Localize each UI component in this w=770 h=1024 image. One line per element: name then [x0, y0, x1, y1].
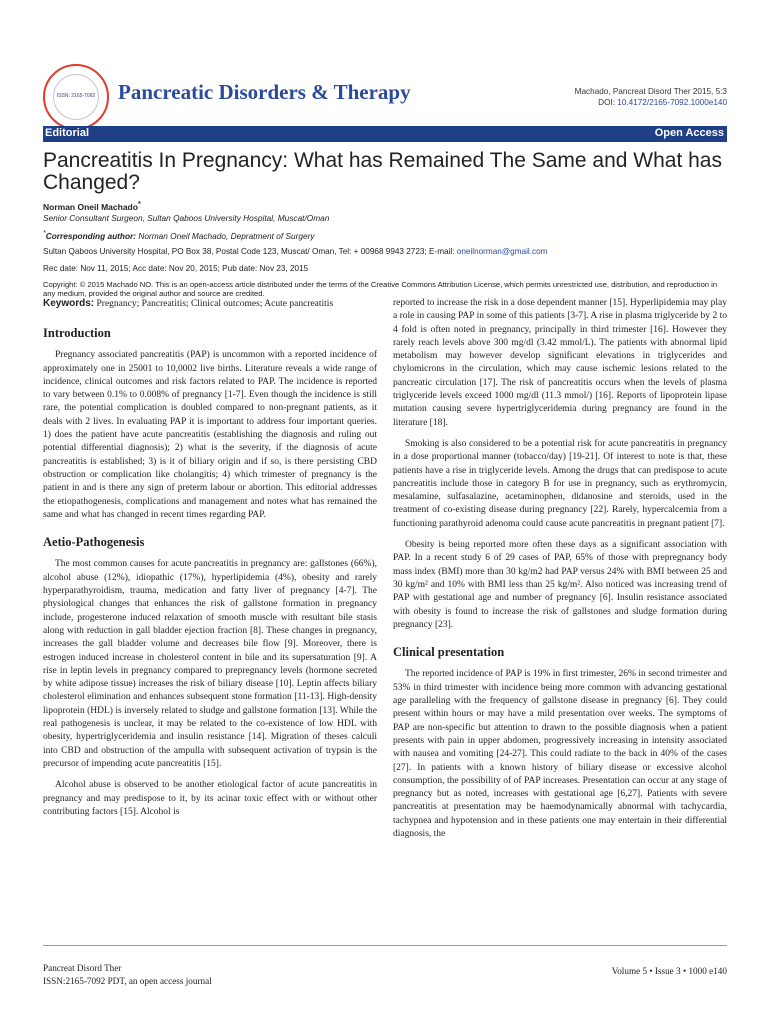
logo-issn: ISSN: 2165-7092 [56, 93, 96, 99]
right-paragraph-2: Smoking is also considered to be a potential risk for acute pancreatitis in pregnancy in a dose proportional manner (tobacco/day) [19-21]. Of interest to note is that, these patients have a rise in triglyceride levels. Among the drugs that can predispose to acute pancreatitis include those in category B for use in pregnancy, such as erythromycin, mesalamine, sulfasalazine, acetaminophen, didanosine and steroids, used in the treatment of co-existing disease during pregnancy [22]. Rarely, hypercalcemia from a functioning parathyroid adenoma could cause acute pancreatitis in pregnant patient [7]. [393, 438, 727, 529]
dates-line: Rec date: Nov 11, 2015; Acc date: Nov 20, 2015; Pub date: Nov 23, 2015 [43, 264, 309, 273]
corr-text: Norman Oneil Machado, Depratment of Surgery [136, 230, 315, 241]
citation-block [575, 86, 727, 108]
keywords [43, 297, 377, 311]
author-sup: * [137, 200, 141, 208]
aetio-heading: Aetio-Pathogenesis [43, 535, 145, 550]
author-line [43, 200, 141, 212]
doi-link[interactable]: 10.4172/2165-7092.1000e140 [617, 98, 727, 107]
footer-issn: ISSN:2165-7092 PDT, an open access journal [43, 976, 212, 986]
footer-journal: Pancreat Disord Ther [43, 963, 122, 973]
left-column [43, 297, 377, 827]
right-paragraph-1: reported to increase the risk in a dose dependent manner [15]. Hyperlipidemia may play a role in causing PAP in some of this patients [3-7]. A rise in plasma triglyceride by 2 to 4 fold is often noted in pregnancy, principally in third trimester [16]. However they rarely reach levels above 300 mg/dl (3.42 mmol/L). The patients with abnormal lipid metabolism may however develop significant elevations in triglycerides and chylomicrons in the circulation, which may cause ischemic lesions related to the pancreatic circulation [17]. The risk of pancreatitis occurs when the levels of plasma triglyceride levels exceed 1000 mg/dl (11.3 mmol/) [16]. Reports of lipoprotein lipase mutation causing severe hypertriglyceridemia during pregnancy are found in the literature [18]. [393, 298, 727, 428]
citation-text: Machado, Pancreat Disord Ther 2015, 5:3 [574, 87, 727, 96]
right-paragraph-4: The reported incidence of PAP is 19% in first trimester, 26% in second trimester and 53% in third trimester with incidence being more common with advancing gestational age paralleling with the frequency of gallstone disease in pregnancy [6]. They could present within hours or may have a mild presentation over weeks. The symptoms of PAP are non-specific but attention to drawn to the possible diagnosis when a patient presents with pain in upper abdomen, progressively increasing in intensity associated with nausea and vomiting [24-27]. This could radiate to the back in 40% of the cases [27]. In patients with a known history of biliary disease or excessive alcohol consumption, the possibility of of PAP increases. Presentation can occur at any stage of pregnancy but as noted, increases with gestational age [6,27]. Patients with severe pancreatitis at presentation may be haemodynamically abnormal with tachycardia, tachypnea and hypotension and in these patients one may entertain in their differential diagnosis, the [393, 669, 727, 839]
corr-label: Corresponding author: [45, 230, 137, 241]
journal-title: Pancreatic Disorders & Therapy [118, 80, 411, 104]
copyright-notice: Copyright: © 2015 Machado NO. This is an open-access article distributed under the terms of the Creative Commons Attribution License, which permits unrestricted use, distribution, and reproduction in any medium, provided the original author and source are credited. [43, 280, 718, 298]
journal-logo [43, 64, 109, 130]
right-column [393, 297, 727, 849]
aetio-paragraph-2: Alcohol abuse is observed to be another etiological factor of acute pancreatitis in pregnancy and may predispose to it, by its acinar toxic effect with or without other contributing factors [15]. Alcohol is [43, 780, 377, 817]
right-paragraph-3: Obesity is being reported more often these days as a significant association with PAP. In a recent study 6 of 29 cases of PAP, 65% of those with prepregnancy body mass index (BMI) more than 30 kg/m2 had PAP versus 24% with BMI between 25 and 30 kg/m² and 10% with BMI less than 25 kg/m². Also noticed was increasing trend of PAP with gestational age and number of pregnancy [6]. Insulin resistance associated with obesity is found to increase the risk of gallstones and sludge formation during pregnancy [23]. [393, 540, 727, 630]
corresponding-author: *Corresponding author: Norman Oneil Machado, Depratment of Surgery [43, 230, 315, 241]
article-type-bar [43, 126, 727, 142]
doi-line [575, 97, 727, 108]
affiliation: Senior Consultant Surgeon, Sultan Qaboos University Hospital, Muscat/Oman [43, 213, 330, 223]
footer-left [43, 962, 212, 988]
clinical-heading: Clinical presentation [393, 645, 505, 660]
footer-divider [43, 945, 727, 946]
email-link[interactable]: oneilnorman@gmail.com [456, 247, 548, 256]
footer-volume: Volume 5 • Issue 3 • 1000 e140 [611, 966, 727, 976]
keywords-text: Pregnancy; Pancreatitis; Clinical outcomes; Acute pancreatitis [94, 299, 334, 309]
aetio-paragraph-1: The most common causes for acute pancreatitis in pregnancy are: gallstones (66%), alcohol abuse (12%), idiopathic (17%), hyperlipidemia (4%), obesity and rarely hyperparathyroidism, trauma, medication and fatty liver of pregnancy [4-7]. The physiological changes that enhances the risk of gallstone formation in pregnancy include, progesterone induced relaxation of smooth muscle with resultant bile stasis along with reduction in gall bladder ejection fraction [8]. These changes in pregnancy, increases the gall bladder volume and decreases bile flow [9]. Moreover, there is estrogen induced increase in cholesterol content in bile and its supersaturation [9]. A rise in leptin levels in pregnancy compared to prepregnancy levels (hormone secreted by white adipose tissue) increases the risk of biliary disease [10]. Leptin affects biliary cholesterol elimination and enhances subsequent stone formation [11-13]. High-density lipoprotein (HDL) is inversely related to sludge and gallstone formation [13]. While the real pathogenesis is unclear, it may be related to the co-existence of low HDL with obesity, hypertriglyceridemia and insulin resistance [14]. Migration of theses calculi into CBD and obstruction of the ampulla with subsequent activation of trypsin is the precursor of impending acute pancreatitis [15]. [43, 559, 377, 769]
article-title: Pancreatitis In Pregnancy: What has Remained The Same and What has Changed? [43, 149, 722, 194]
address-line [43, 247, 547, 256]
author-name: Norman Oneil Machado [43, 201, 138, 212]
intro-paragraph: Pregnancy associated pancreatitis (PAP) is uncommon with a reported incidence of approximately one in 25001 to 10,0002 live births. Literature reveals a wide range of incidence, clinical outcomes and risk factors related to PAP. The incidence is reported to vary between 0.1% to 0.008% of pregnancy [1-7]. Even though the incidence is still rare, the potential complication is doubled compared to non-pregnant patients, as it deals with 2 lives. In evaluating PAP it is important to address four important queries. 1) does the patient have acute pancreatitis (establishing the diagnosis and ruling out potential differential diagnosis); 2) what is the severity, if the diagnosis of acute pancreatitis is established; 3) is it of biliary origin and if so, is there persisting CBD obstruction or complication like cholangitis; 4) which trimester of pregnancy is the patient in and is there any sign of preterm labour or abortion. This editorial addresses the etiopathogenesis, complications and management and notes what has remained the same and what has changed in recent times regarding PAP. [43, 350, 377, 520]
doi-label: DOI: [598, 98, 618, 107]
article-type: Editorial [45, 127, 90, 139]
keywords-label: Keywords: [43, 298, 95, 309]
page-header [0, 0, 770, 120]
address-text: Sultan Qaboos University Hospital, PO Box 38, Postal Code 123, Muscat/ Oman, Tel: + 00968 9943 2723; E-mail: [43, 247, 457, 256]
open-access-label: Open Access [654, 127, 724, 139]
intro-heading: Introduction [43, 326, 111, 340]
